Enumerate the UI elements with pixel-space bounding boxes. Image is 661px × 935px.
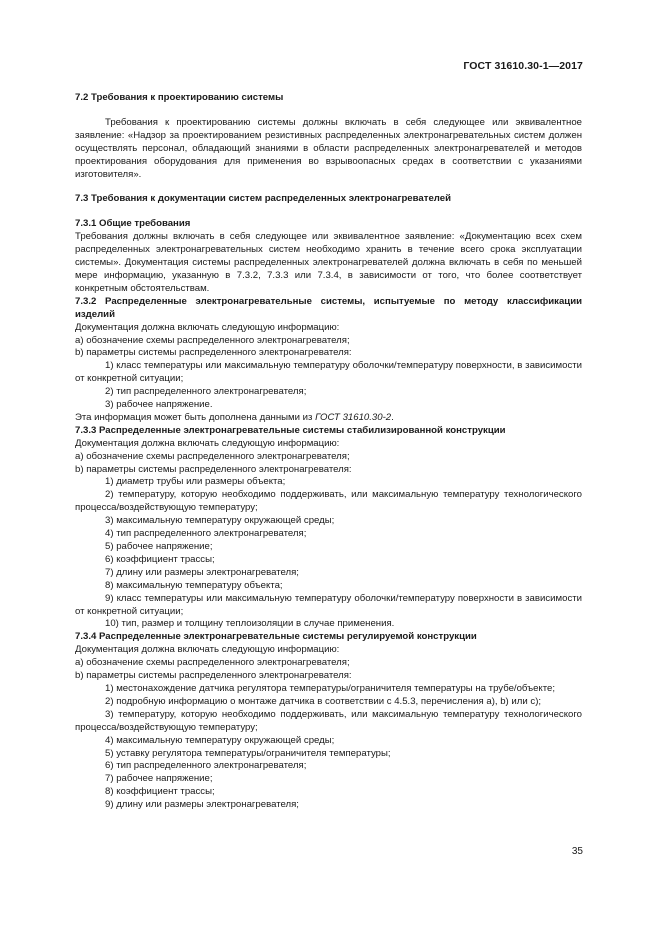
section-7-3-2-note — [75, 412, 582, 425]
document-header: ГОСТ 31610.30-1—2017 — [463, 60, 583, 72]
section-7-3-3-item-a: а) обозначение схемы распределенного электронагревателя; — [75, 450, 350, 462]
section-7-3-2-heading: 7.3.2 Распределенные электронагревательные системы, испытуемые по методу классификации изделий — [75, 295, 582, 320]
list-item: 1) диаметр трубы или размеры объекта; — [105, 476, 286, 488]
section-7-2-heading: 7.2 Требования к проектированию системы — [75, 92, 284, 103]
list-item: 9) длину или размеры электронагревателя; — [105, 799, 299, 811]
section-7-3-3-item-b: b) параметры системы распределенного электронагревателя: — [75, 463, 352, 475]
note-prefix: Эта информация может быть дополнена данными из — [75, 411, 316, 423]
list-item: 2) тип распределенного электронагревателя; — [105, 386, 307, 398]
list-item: 5) рабочее напряжение; — [105, 541, 213, 552]
list-item: 10) тип, размер и толщину теплоизоляции в случае применения. — [105, 618, 395, 630]
list-item: 4) максимальную температуру окружающей среды; — [105, 734, 335, 746]
list-item: 3) рабочее напряжение. — [105, 399, 213, 411]
list-item: 8) коэффициент трассы; — [105, 786, 215, 798]
section-7-3-2-item-a: а) обозначение схемы распределенного электронагревателя; — [75, 334, 350, 346]
page-number: 35 — [571, 846, 583, 857]
list-item: 3) максимальную температуру окружающей среды; — [105, 515, 335, 527]
list-item: 8) максимальную температуру объекта; — [105, 579, 283, 591]
document-body — [75, 92, 582, 812]
section-7-3-2-item-b: b) параметры системы распределенного электронагревателя: — [75, 347, 352, 359]
list-item: 2) температуру, которую необходимо поддерживать, или максимальную температуру технологического процесса/воздействующую температуру; — [75, 489, 582, 514]
section-7-3-heading: 7.3 Требования к документации систем распределенных электронагревателей — [75, 193, 451, 205]
list-item: 6) коэффициент трассы; — [105, 553, 215, 565]
section-7-3-1-body: Требования должны включать в себя следующее или эквивалентное заявление: «Документацию всех схем распределенных электронагревательных систем необходимо хранить в течение всего срока эксплуатации системы». Документация системы распределенных электронагревателей должна включать в себя по меньшей мере информацию, указанную в 7.3.2, 7.3.3 или 7.3.4, в зависимости от того, что более соответствует конкретным обстоятельствам. — [75, 231, 582, 294]
section-7-3-1-heading: 7.3.1 Общие требования — [75, 218, 191, 230]
standard-reference: ГОСТ 31610.30-2 — [315, 411, 392, 423]
section-7-3-4-heading: 7.3.4 Распределенные электронагревательные системы регулируемой конструкции — [75, 631, 477, 643]
list-item: 7) длину или размеры электронагревателя; — [105, 566, 299, 578]
section-7-2-body: Требования к проектированию системы должны включать в себя следующее или эквивалентное заявление: «Надзор за проектированием резистивных распределенных электронагревательных систем должен осуществлять персонал, обладающий знаниями в области распределенных электронагревателей и методов проектирования оборудования для применения во взрывоопасных средах в соответствии с указаниями изготовителя». — [75, 116, 582, 180]
list-item: 6) тип распределенного электронагревателя; — [105, 760, 307, 772]
section-7-3-3-intro: Документация должна включать следующую информацию: — [75, 437, 340, 449]
section-7-3-3-heading: 7.3.3 Распределенные электронагревательные системы стабилизированной конструкции — [75, 424, 506, 436]
section-7-3-4-item-a: а) обозначение схемы распределенного электронагревателя; — [75, 657, 350, 669]
section-7-3-4-intro: Документация должна включать следующую информацию: — [75, 644, 340, 656]
section-7-3-4-item-b: b) параметры системы распределенного электронагревателя: — [75, 670, 352, 682]
section-7-3-2-intro: Документация должна включать следующую информацию: — [75, 321, 340, 333]
list-item: 1) класс температуры или максимальную температуру оболочки/температуру поверхности, в зависимости от конкретной ситуации; — [75, 360, 582, 385]
list-item: 9) класс температуры или максимальную температуру оболочки/температуру поверхности в зависимости от конкретной ситуации; — [75, 592, 582, 617]
list-item: 4) тип распределенного электронагревателя; — [105, 528, 307, 540]
note-suffix: . — [391, 411, 394, 423]
list-item: 7) рабочее напряжение; — [105, 773, 213, 785]
list-item: 2) подробную информацию о монтаже датчика в соответствии с 4.5.3, перечисления а), b) или с); — [105, 695, 542, 707]
list-item: 3) температуру, которую необходимо поддерживать, или максимальную температуру технологического процесса/воздействующую температуру; — [75, 708, 582, 733]
list-item: 1) местонахождение датчика регулятора температуры/ограничителя температуры на трубе/объекте; — [105, 682, 556, 694]
list-item: 5) уставку регулятора температуры/ограничителя температуры; — [105, 747, 391, 759]
